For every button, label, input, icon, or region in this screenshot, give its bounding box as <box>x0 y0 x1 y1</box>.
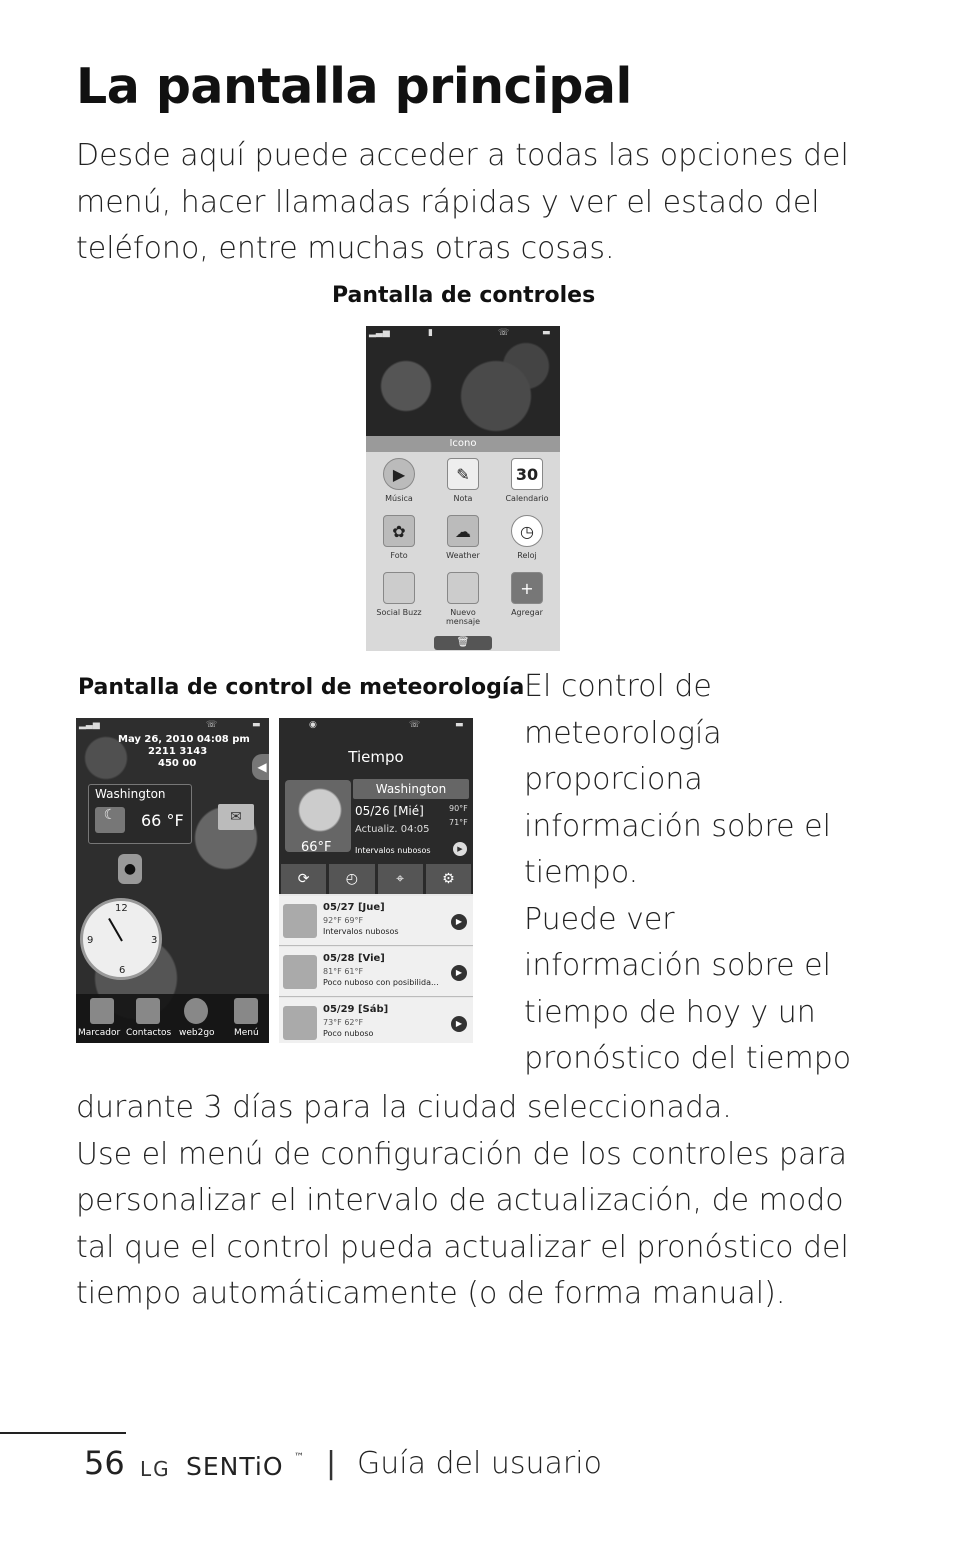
forecast-arrow-icon[interactable]: ▶ <box>451 1016 467 1032</box>
side-line: El control de <box>524 669 712 704</box>
panel-title: Icono <box>366 436 560 452</box>
detail-arrow-icon[interactable]: ▶ <box>453 842 467 856</box>
status-bar <box>366 326 560 340</box>
side-line: meteorología <box>524 715 722 751</box>
widget-label: Calendario <box>505 494 549 503</box>
battery-icon: ▬ <box>252 720 261 730</box>
intro-line: Desde aquí puede acceder a todas las opciones del <box>76 138 849 173</box>
widget-temp: 66 °F <box>141 811 184 830</box>
forecast-arrow-icon[interactable]: ▶ <box>451 914 467 930</box>
widget-agregar[interactable] <box>499 572 555 617</box>
widget-panel <box>366 436 560 651</box>
weather-title: Tiempo <box>348 748 404 766</box>
call-icon: ☏ <box>498 328 510 338</box>
refresh-icon[interactable]: ⟳ <box>281 864 326 894</box>
trademark: ™ <box>294 1452 304 1463</box>
satellite-icon[interactable]: ⌖ <box>378 864 423 894</box>
brand-model: SENTiO <box>186 1452 284 1481</box>
dock <box>76 994 269 1043</box>
forecast-temps: 73°F 62°F <box>323 1018 364 1027</box>
side-line: proporciona <box>524 762 703 797</box>
home-screenshot <box>76 718 269 1043</box>
pin-icon[interactable]: ● <box>118 854 142 884</box>
footer-separator: | <box>326 1446 337 1481</box>
widget-foto[interactable] <box>371 515 427 560</box>
current-condition: Intervalos nubosos <box>355 846 431 855</box>
widget-label: Música <box>385 494 413 503</box>
forecast-arrow-icon[interactable]: ▶ <box>451 965 467 981</box>
forecast-row[interactable] <box>279 998 473 1043</box>
info-line: 2211 3143 <box>148 746 208 757</box>
widget-label: Weather <box>446 551 480 560</box>
forecast-condition: Intervalos nubosos <box>323 927 399 936</box>
clock-3: 3 <box>151 935 158 946</box>
play-icon: ▶ <box>383 458 415 490</box>
forecast-weather-icon <box>283 1006 317 1040</box>
calendar-icon: 30 <box>511 458 543 490</box>
forecast-temps: 81°F 61°F <box>323 967 364 976</box>
forecast-date: 05/29 [Sáb] <box>323 1004 389 1015</box>
caption-controls: Pantalla de controles <box>332 283 596 308</box>
side-line: tiempo. <box>524 855 639 890</box>
weather-screenshot <box>279 718 473 1043</box>
guide-title: Guía del usuario <box>357 1446 602 1481</box>
contacts-icon[interactable] <box>136 998 160 1024</box>
photo-icon: ✿ <box>383 515 415 547</box>
info-line: 450 00 <box>158 758 197 769</box>
status-bar <box>279 718 473 732</box>
widget-label: Reloj <box>517 551 537 560</box>
high-temp: 90°F <box>449 804 468 813</box>
social-buzz-icon <box>383 572 415 604</box>
page-title: La pantalla principal <box>76 58 632 115</box>
brand-lg: LG <box>140 1457 171 1481</box>
add-icon: + <box>511 572 543 604</box>
menu-icon[interactable] <box>234 998 258 1024</box>
call-icon: ☏ <box>409 720 421 730</box>
sim-icon: ▮ <box>428 328 433 338</box>
footer-rule <box>0 1432 126 1434</box>
forecast-weather-icon <box>283 955 317 989</box>
current-temp: 66°F <box>301 840 332 855</box>
after-line: tiempo automáticamente (o de forma manual). <box>76 1276 786 1311</box>
widget-city: Washington <box>95 787 166 801</box>
dock-label[interactable]: Marcador <box>78 1028 121 1038</box>
city-button[interactable]: Washington <box>353 779 469 799</box>
clock-hand <box>108 918 123 942</box>
widget-label: Social Buzz <box>376 608 422 617</box>
dock-label[interactable]: Menú <box>234 1028 259 1038</box>
forecast-date: 05/27 [Jue] <box>323 902 385 913</box>
dock-label[interactable]: web2go <box>179 1028 215 1038</box>
message-icon <box>447 572 479 604</box>
side-line: pronóstico del tiempo <box>524 1041 852 1076</box>
widget-label: Agregar <box>511 608 543 617</box>
side-handle[interactable]: ◀ <box>252 754 269 780</box>
after-line: durante 3 días para la ciudad seleccionada. <box>76 1090 732 1125</box>
battery-icon: ▬ <box>542 328 551 338</box>
clock-widget[interactable] <box>80 898 162 980</box>
status-bar <box>76 718 269 732</box>
forecast-row[interactable] <box>279 896 473 946</box>
wallpaper <box>366 326 560 436</box>
clock-9: 9 <box>87 935 94 946</box>
current-date: 05/26 [Mié] <box>355 804 424 818</box>
widget-weather[interactable] <box>435 515 491 560</box>
side-paragraph <box>524 664 851 1083</box>
signal-icon: ▂▃▅ <box>369 328 390 338</box>
battery-icon: ▬ <box>455 720 464 730</box>
weather-toolbar <box>281 864 471 894</box>
weather-widget[interactable] <box>88 784 192 844</box>
forecast-date: 05/28 [Vie] <box>323 953 385 964</box>
widget-reloj[interactable] <box>499 515 555 560</box>
forecast-condition: Poco nuboso con posibilida... <box>323 978 439 987</box>
datetime: May 26, 2010 04:08 pm <box>118 734 250 745</box>
controls-screenshot <box>366 326 560 651</box>
widget-label: Nota <box>453 494 473 503</box>
side-line: Puede ver <box>524 901 675 937</box>
widget-nuevo-mensaje[interactable] <box>435 572 491 626</box>
note-icon: ✎ <box>447 458 479 490</box>
trash-icon: 🗑 <box>456 637 470 648</box>
intro-line: teléfono, entre muchas otras cosas. <box>76 231 615 266</box>
after-line: Use el menú de configuración de los controles para <box>76 1136 848 1172</box>
side-line: tiempo de hoy y un <box>524 994 816 1030</box>
dock-label[interactable]: Contactos <box>126 1028 172 1038</box>
after-line: tal que el control pueda actualizar el pronóstico del <box>76 1229 849 1265</box>
alarm-icon[interactable]: ◴ <box>329 864 374 894</box>
clock-6: 6 <box>119 965 126 976</box>
widget-musica[interactable] <box>371 458 427 503</box>
settings-gear-icon[interactable]: ⚙ <box>426 864 471 894</box>
widget-social-buzz[interactable] <box>371 572 427 617</box>
envelope-icon[interactable]: ✉ <box>218 804 254 830</box>
intro-line: menú, hacer llamadas rápidas y ver el estado del <box>76 184 820 220</box>
signal-icon: ▂▃▅ <box>79 720 100 730</box>
caption-weather: Pantalla de control de meteorología <box>78 675 525 700</box>
clock-icon: ◷ <box>511 515 543 547</box>
widget-label: Nuevo mensaje <box>446 608 480 626</box>
forecast-weather-icon <box>283 904 317 938</box>
intro-paragraph <box>76 133 849 273</box>
side-line: información sobre el <box>524 808 831 844</box>
forecast-temps: 92°F 69°F <box>323 916 364 925</box>
weather-icon: ☁ <box>447 515 479 547</box>
updated-time: Actualiz. 04:05 <box>355 824 430 835</box>
forecast-row[interactable] <box>279 947 473 997</box>
after-line: personalizar el intervalo de actualización, de modo <box>76 1183 844 1218</box>
widget-nota[interactable] <box>435 458 491 503</box>
after-paragraph <box>76 1085 849 1318</box>
globe-status-icon: ◉ <box>309 720 317 730</box>
dialer-icon[interactable] <box>90 998 114 1024</box>
moon-cloud-icon: ☾ <box>95 807 125 833</box>
clock-12: 12 <box>115 903 128 914</box>
trash-button[interactable] <box>434 636 492 650</box>
call-icon: ☏ <box>206 720 218 730</box>
page-number: 56 <box>84 1444 125 1482</box>
widget-label: Foto <box>390 551 408 560</box>
low-temp: 71°F <box>449 818 468 827</box>
forecast-condition: Poco nuboso <box>323 1029 374 1038</box>
side-line: información sobre el <box>524 948 831 983</box>
widget-calendario[interactable] <box>499 458 555 503</box>
globe-icon[interactable] <box>184 998 208 1024</box>
